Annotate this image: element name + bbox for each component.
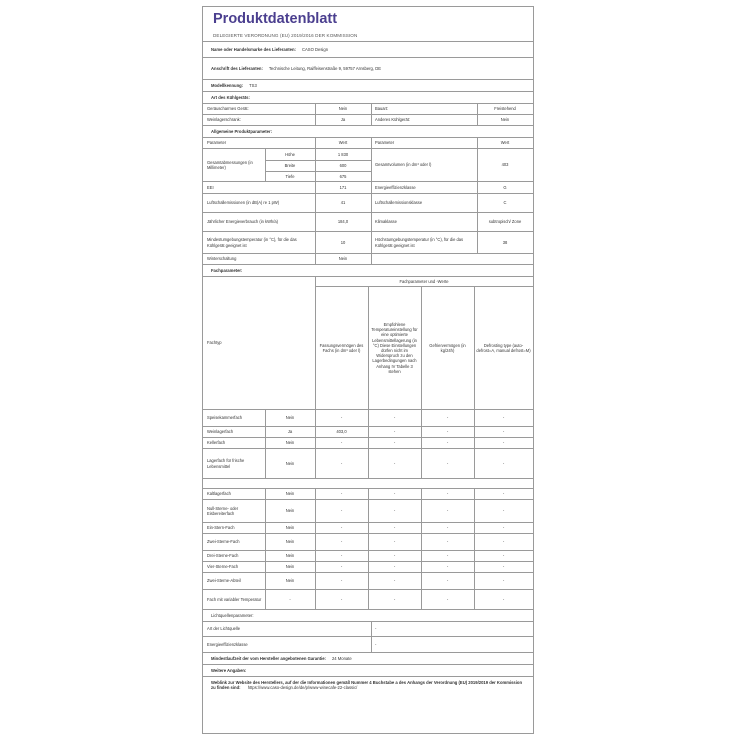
energy-consumption-label: Jährlicher Energieverbrauch (in kWh/a) xyxy=(207,219,278,225)
general-header-row xyxy=(203,137,533,148)
compartment-volume: - xyxy=(340,491,343,497)
model-row xyxy=(203,79,533,91)
compartment-temp: - xyxy=(393,508,396,514)
compartment-volume: - xyxy=(340,525,343,531)
table-row xyxy=(203,448,533,478)
compartment-temp: - xyxy=(393,596,396,602)
dimensions-label: Gesamtabmessungen (in Millimeter) xyxy=(207,159,253,170)
recommended-temp-col-header: Empfohlene Temperatureinstellung für eine optimierte Lebensmittellagerung (in °C) Diese Einstellungen dürfen nicht im Widerspruch zu den Lagerbedingungen nach Anhang IV Tabelle 3 stehen xyxy=(371,321,418,374)
supplier-name-label: Name oder Handelsmarke des Lieferanten: xyxy=(211,46,296,52)
compartment-present: Nein xyxy=(285,553,295,559)
compartment-freezing-capacity: - xyxy=(446,578,449,584)
light-source-header xyxy=(203,609,533,621)
compartment-defrost-type: - xyxy=(502,491,505,497)
compartment-present: Nein xyxy=(285,460,295,466)
compartment-temp: - xyxy=(393,491,396,497)
supplier-address-label: Anschrift des Lieferanten: xyxy=(211,65,263,71)
compartment-defrost-type: - xyxy=(502,415,505,421)
compartment-defrost-type: - xyxy=(502,564,505,570)
width-label: Breite xyxy=(284,162,296,168)
compartment-defrost-type: - xyxy=(502,596,505,602)
manufacturer-link-label: Weblink zur Website des Herstellers, auf der die Informationen gemäß Nummer 4 Buchstabe a des Anhangs der Verordnung (EU) 2019/2019 der Kommission zu finden sind: xyxy=(211,680,523,691)
compartment-freezing-capacity: - xyxy=(446,553,449,559)
general-parameters-header: Allgemeine Produktparameter: xyxy=(203,125,533,137)
compartment-type: Zwei-Sterne-Abteil xyxy=(207,578,241,584)
appliance-type-row-1 xyxy=(203,103,533,114)
compartment-type: Weinlagerfach xyxy=(207,429,234,435)
compartment-freezing-capacity: - xyxy=(446,525,449,531)
noise-row xyxy=(203,193,533,212)
table-row xyxy=(203,409,533,426)
compartment-type: Zwei-Sterne-Fach xyxy=(207,539,240,545)
supplier-name-row xyxy=(203,41,533,57)
table-row xyxy=(203,426,533,437)
compartment-type: Kaltlagerfach xyxy=(207,491,231,497)
noise-class-value: C xyxy=(503,200,507,206)
compartment-temp: - xyxy=(393,415,396,421)
compartment-temp: - xyxy=(393,539,396,545)
compartment-present: - xyxy=(289,596,291,602)
winter-setting-value: Nein xyxy=(338,256,348,262)
ambient-temperature-row xyxy=(203,231,533,253)
table-row xyxy=(203,561,533,572)
compartment-defrost-type: - xyxy=(502,429,505,435)
design-label: Bauart: xyxy=(375,106,389,112)
wine-cabinet-value: Ja xyxy=(340,117,346,123)
warranty-label: Mindestlaufzeit der vom Hersteller angebotenen Garantie: xyxy=(211,655,326,661)
compartment-temp: - xyxy=(393,440,396,446)
compartment-volume: - xyxy=(340,539,343,545)
energy-class-value: G xyxy=(503,184,507,190)
more-info-header: Weitere Angaben: xyxy=(203,664,533,676)
climate-class-label: Klimaklasse xyxy=(375,219,397,225)
compartment-temp: - xyxy=(393,429,396,435)
compartment-type: Vier-Sterne-Fach xyxy=(207,564,239,570)
climate-class-value: subtropisch/ Zone xyxy=(488,219,522,225)
compartment-type: Null-Sterne- oder Eisbereiterfach xyxy=(207,505,239,516)
energy-consumption-value: 184,0 xyxy=(337,219,349,225)
warranty-row xyxy=(203,652,533,664)
regulation-subtitle: DELEGIERTE VERORDNUNG (EU) 2019/2016 DER KOMMISSION xyxy=(213,33,358,38)
noise-value: 41 xyxy=(340,200,346,206)
supplier-address-value: Technische Leitung, Raiffeisenstraße 9, 59757 Arnsberg, DE xyxy=(268,65,382,71)
table-row xyxy=(203,533,533,550)
light-class-label: Energieeffizienzklasse xyxy=(207,641,248,647)
compartment-defrost-type: - xyxy=(502,460,505,466)
compartment-rows-group-2 xyxy=(203,488,533,609)
height-label: Höhe xyxy=(285,151,295,157)
freezing-capacity-col-header: Gefriervermögen (in kg/24h) xyxy=(429,342,466,353)
width-value: 600 xyxy=(339,162,347,168)
compartment-present: Ja xyxy=(287,429,293,435)
compartment-present: Nein xyxy=(285,491,295,497)
compartment-type-col-header: Fachtyp xyxy=(207,340,222,346)
compartment-defrost-type: - xyxy=(502,440,505,446)
compartment-volume: 403,0 xyxy=(336,429,347,435)
eei-row xyxy=(203,181,533,193)
compartment-group-header: Fachparameter und -Werte xyxy=(399,278,449,284)
eei-label: EEI xyxy=(207,184,214,190)
light-type-row xyxy=(203,621,533,636)
compartment-freezing-capacity: - xyxy=(446,491,449,497)
light-type-label: Art der Lichtquelle xyxy=(207,626,240,632)
max-ambient-temp-value: 38 xyxy=(502,239,508,245)
compartment-defrost-type: - xyxy=(502,539,505,545)
compartment-present: Nein xyxy=(285,508,295,514)
compartment-type: Ein-Stern-Fach xyxy=(207,525,235,531)
height-value: 1 830 xyxy=(337,151,349,157)
light-class-value: - xyxy=(375,641,377,647)
table-row xyxy=(203,488,533,499)
depth-value: 675 xyxy=(339,173,347,179)
compartment-freezing-capacity: - xyxy=(446,440,449,446)
table-row xyxy=(203,437,533,448)
compartment-rows-group-1 xyxy=(203,409,533,478)
table-gap xyxy=(203,478,533,488)
compartment-temp: - xyxy=(393,578,396,584)
compartment-volume: - xyxy=(340,460,343,466)
defrost-type-col-header: Defrosting type (auto-defrost=A, manual defrost=M) xyxy=(476,342,531,353)
supplier-address-row xyxy=(203,57,533,79)
wine-cabinet-label: Weinlagerschrank: xyxy=(207,117,241,123)
table-row xyxy=(203,522,533,533)
compartment-parameters-header: Fachparameter: xyxy=(203,264,533,276)
compartment-temp: - xyxy=(393,564,396,570)
dimensions-row xyxy=(203,148,533,181)
page-title: Produktdatenblatt xyxy=(213,11,338,27)
compartment-temp: - xyxy=(393,460,396,466)
energy-consumption-row xyxy=(203,212,533,231)
compartment-defrost-type: - xyxy=(502,508,505,514)
noise-class-label: Luftschallemissionsklasse xyxy=(375,200,423,206)
compartment-defrost-type: - xyxy=(502,525,505,531)
table-row xyxy=(203,550,533,561)
min-ambient-temp-label: Mindestumgebungstemperatur (in °C), für die das Kühlgerät geeignet ist xyxy=(207,237,297,248)
param-col-header: Parameter xyxy=(207,140,227,146)
param2-col-header: Parameter xyxy=(375,140,395,146)
compartment-present: Nein xyxy=(285,440,295,446)
winter-setting-row xyxy=(203,253,533,264)
compartment-defrost-type: - xyxy=(502,553,505,559)
compartment-present: Nein xyxy=(285,415,295,421)
compartment-volume: - xyxy=(340,596,343,602)
value2-col-header: Wert xyxy=(500,140,510,146)
design-value: Freistehend xyxy=(494,106,516,112)
light-type-value: - xyxy=(375,626,377,632)
compartment-volume: - xyxy=(340,440,343,446)
compartment-temp: - xyxy=(393,525,396,531)
eei-value: 171 xyxy=(339,184,347,190)
compartment-type: Lagerfach für frische Lebensmittel xyxy=(207,458,245,469)
compartment-present: Nein xyxy=(285,539,295,545)
model-value: TS3 xyxy=(249,82,257,88)
compartment-freezing-capacity: - xyxy=(446,460,449,466)
other-appliance-label: Anderes Kühlgerät: xyxy=(375,117,411,123)
manufacturer-link-row xyxy=(203,676,533,696)
compartment-freezing-capacity: - xyxy=(446,539,449,545)
energy-class-label: Energieeffizienzklasse xyxy=(375,184,416,190)
compartment-type: Fach mit variabler Temperatur xyxy=(207,596,262,602)
compartment-type: Speisekammerfach xyxy=(207,415,243,421)
other-appliance-value: Nein xyxy=(500,117,510,123)
compartment-present: Nein xyxy=(285,564,295,570)
low-noise-label: Geräuscharmes Gerät: xyxy=(207,106,249,112)
compartment-volume-col-header: Fassungsvermögen des Fachs (in dm³ oder l) xyxy=(319,342,364,353)
compartment-freezing-capacity: - xyxy=(446,415,449,421)
min-ambient-temp-value: 10 xyxy=(340,239,346,245)
compartment-defrost-type: - xyxy=(502,578,505,584)
noise-label: Luftschallemissionen (in dB(A) re 1 pW) xyxy=(207,200,280,206)
value-col-header: Wert xyxy=(338,140,348,146)
appliance-type-row-2 xyxy=(203,114,533,125)
volume-value: 403 xyxy=(501,162,509,168)
winter-setting-label: Winterschaltung xyxy=(207,256,237,262)
compartment-present: Nein xyxy=(285,578,295,584)
manufacturer-link-url[interactable]: https://www.caso-design.de/de/p/www-winecafe-22-classic/ xyxy=(247,685,358,691)
table-row xyxy=(203,589,533,609)
compartment-type: Kellerfach xyxy=(207,440,226,446)
max-ambient-temp-label: Höchstumgebungstemperatur (in °C), für die das Kühlgerät geeignet ist xyxy=(375,237,464,248)
compartment-freezing-capacity: - xyxy=(446,564,449,570)
compartment-freezing-capacity: - xyxy=(446,508,449,514)
compartment-volume: - xyxy=(340,415,343,421)
model-label: Modellkennung: xyxy=(211,82,244,88)
compartment-header-row xyxy=(203,276,533,409)
compartment-temp: - xyxy=(393,553,396,559)
product-data-sheet xyxy=(202,6,534,734)
table-row xyxy=(203,499,533,522)
warranty-value: 24 Monate xyxy=(331,655,352,661)
light-class-row xyxy=(203,636,533,652)
low-noise-value: Nein xyxy=(338,106,348,112)
supplier-name-value: CASO Design xyxy=(301,46,329,52)
compartment-volume: - xyxy=(340,578,343,584)
compartment-volume: - xyxy=(340,553,343,559)
compartment-present: Nein xyxy=(285,525,295,531)
table-row xyxy=(203,572,533,589)
compartment-volume: - xyxy=(340,508,343,514)
compartment-volume: - xyxy=(340,564,343,570)
appliance-type-header: Art des Kühlgeräts: xyxy=(203,91,533,103)
volume-label: Gesamtvolumen (in dm³ oder l) xyxy=(375,162,432,168)
compartment-type: Drei-Sterne-Fach xyxy=(207,553,239,559)
depth-label: Tiefe xyxy=(285,173,295,179)
compartment-freezing-capacity: - xyxy=(446,429,449,435)
compartment-freezing-capacity: - xyxy=(446,596,449,602)
light-source-header-text: Lichtquellenparameter: xyxy=(211,612,254,618)
